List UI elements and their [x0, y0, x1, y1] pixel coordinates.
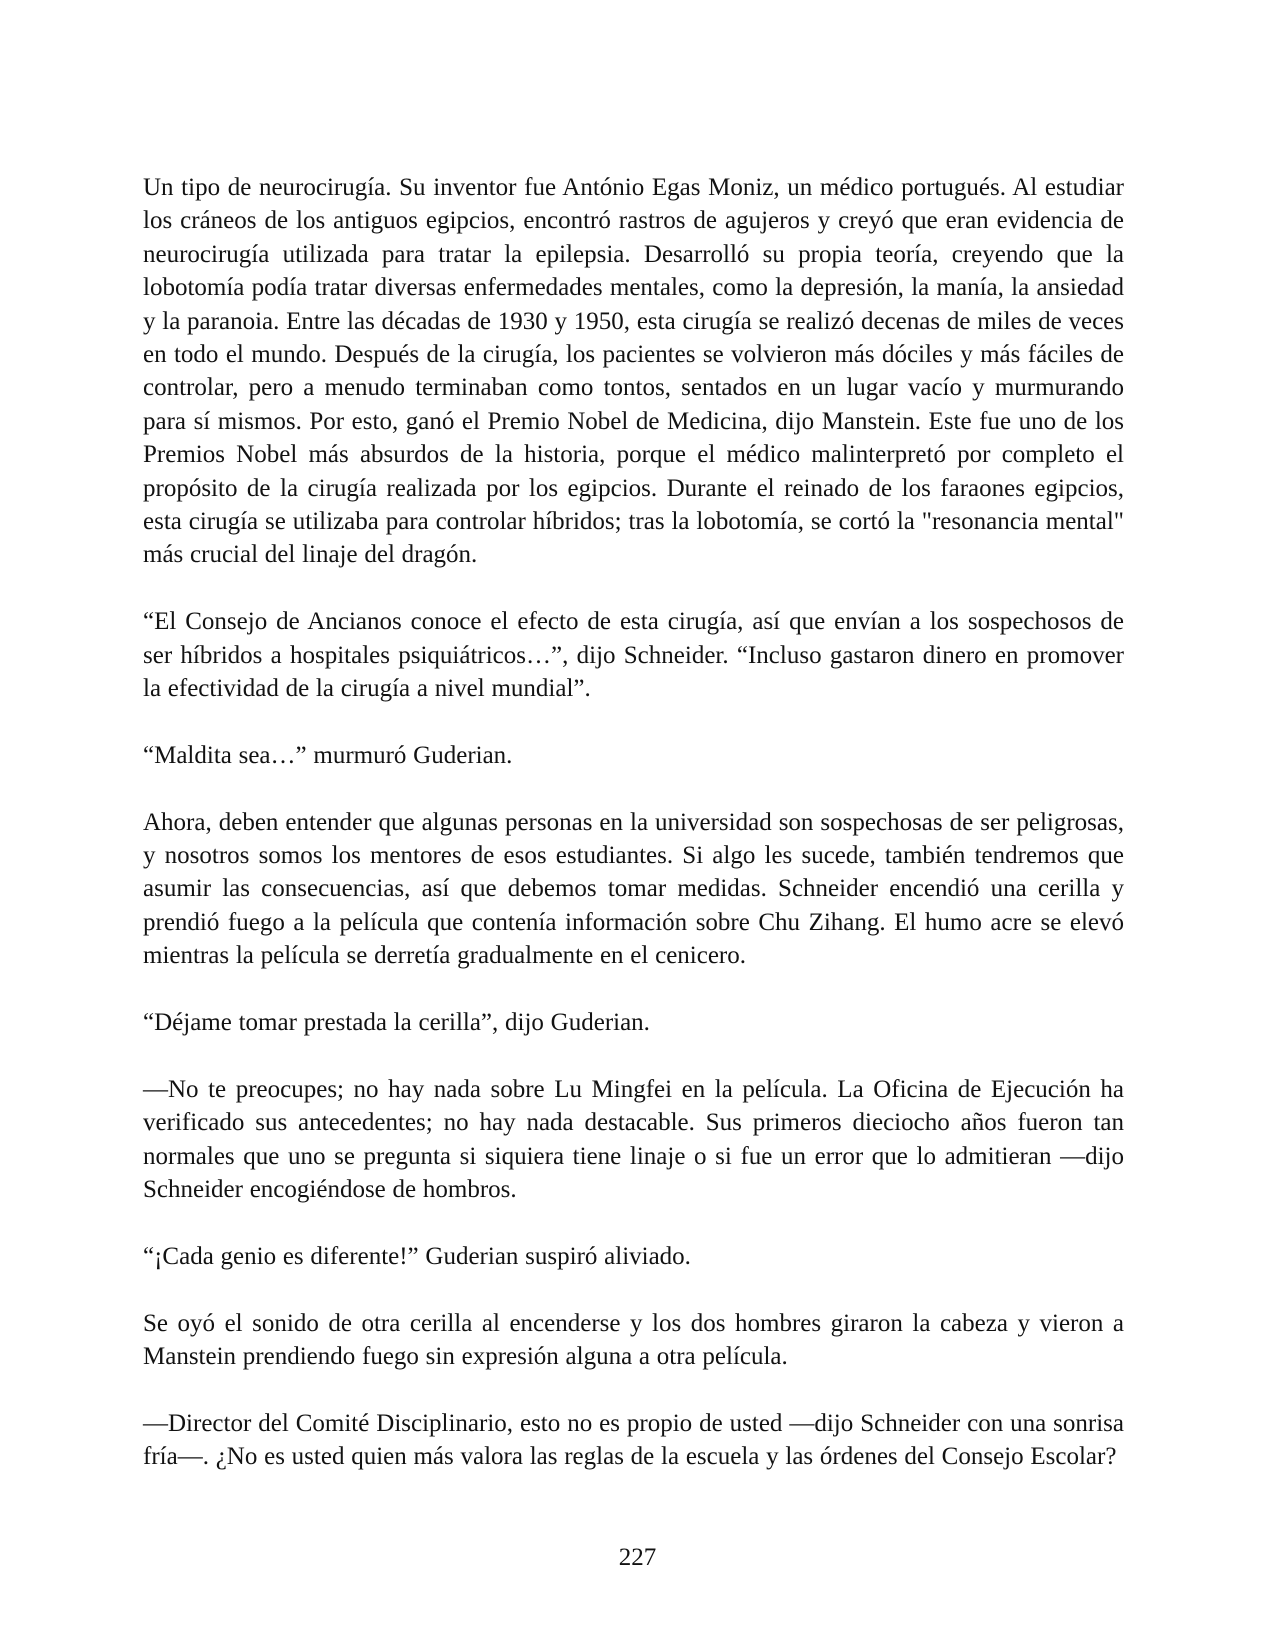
page-body-text — [143, 171, 1124, 1474]
paragraph-guderian-curse: “Maldita sea…” murmuró Guderian. — [143, 741, 513, 769]
paragraph-burning-film: Ahora, deben entender que algunas personas en la universidad son sospechosas de ser peligrosas, y nosotros somos los mentores de esos estudiantes. Si algo les sucede, también tendremos que asumir las consecuencias, así que debemos tomar medidas. Schneider encendió una cerilla y prendió fuego a la película que contenía información sobre Chu Zihang. El humo acre se elevó mientras la película se derretía gradualmente en el cenicero. — [143, 808, 1124, 970]
paragraph-schneider-reassurance: —No te preocupes; no hay nada sobre Lu Mingfei en la película. La Oficina de Ejecución ha verificado sus antecedentes; no hay nada destacable. Sus primeros dieciocho años fueron tan normales que uno se pregunta si siquiera tiene linaje o si fue un error que lo admitieran —dijo Schneider encogiéndose de hombros. — [143, 1075, 1124, 1204]
page-number: 227 — [618, 1544, 657, 1571]
paragraph-borrow-match-quote: “Déjame tomar prestada la cerilla”, dijo Guderian. — [143, 1009, 650, 1037]
paragraph-elders-council-quote: “El Consejo de Ancianos conoce el efecto de esta cirugía, así que envían a los sospechosos de ser híbridos a hospitales psiquiátricos…”, dijo Schneider. “Incluso gastaron dinero en promover la efectividad de la cirugía a nivel mundial”. — [143, 608, 1124, 703]
paragraph-manstein-burning: Se oyó el sonido de otra cerilla al encenderse y los dos hombres giraron la cabeza y vieron a Manstein prendiendo fuego sin expresión alguna a otra película. — [143, 1309, 1124, 1371]
paragraph-lobotomy-history: Un tipo de neurocirugía. Su inventor fue António Egas Moniz, un médico portugués. Al estudiar los cráneos de los antiguos egipcios, encontró rastros de agujeros y creyó que eran evidencia de neurocirugía utilizada para tratar la epilepsia. Desarrolló su propia teoría, creyendo que la lobotomía podía tratar diversas enfermedades mentales, como la depresión, la manía, la ansiedad y la paranoia. Entre las décadas de 1930 y 1950, esta cirugía se realizó decenas de miles de veces en todo el mundo. Después de la cirugía, los pacientes se volvieron más dóciles y más fáciles de controlar, pero a menudo terminaban como tontos, sentados en un lugar vacío y murmurando para sí mismos. Por esto, ganó el Premio Nobel de Medicina, dijo Manstein. Este fue uno de los Premios Nobel más absurdos de la historia, porque el médico malinterpretó por completo el propósito de la cirugía realizada por los egipcios. Durante el reinado de los faraones egipcios, esta cirugía se utilizaba para controlar híbridos; tras la lobotomía, se cortó la "resonancia mental" más crucial del linaje del dragón. — [143, 174, 1124, 569]
paragraph-schneider-remark: —Director del Comité Disciplinario, esto no es propio de usted —dijo Schneider con una sonrisa fría—. ¿No es usted quien más valora las reglas de la escuela y las órdenes del Consejo Escolar? — [143, 1409, 1124, 1471]
paragraph-genius-quote: “¡Cada genio es diferente!” Guderian suspiró aliviado. — [143, 1242, 691, 1270]
